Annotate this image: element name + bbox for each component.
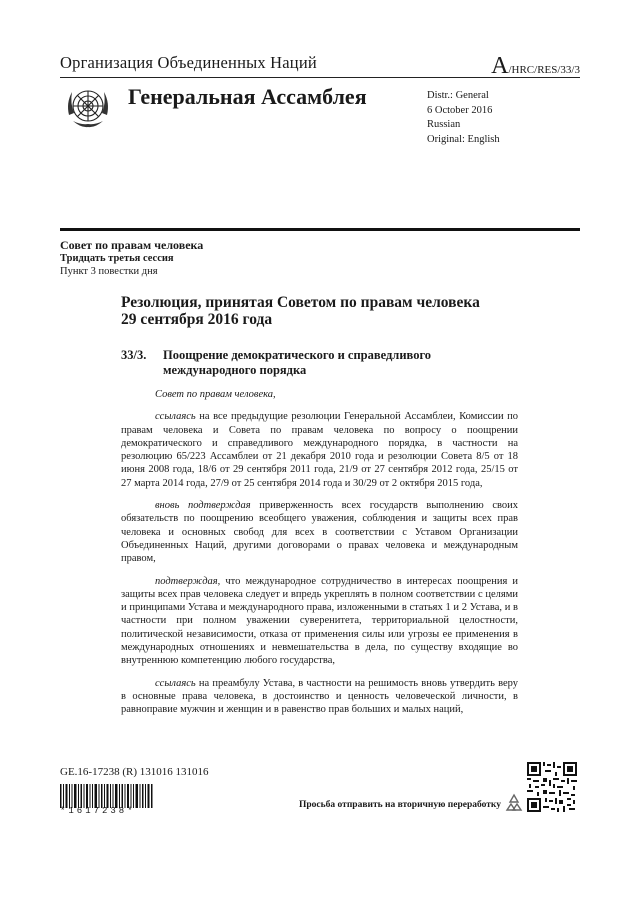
document-title (121, 294, 480, 328)
distribution-block (427, 89, 500, 147)
header-rule (60, 77, 580, 78)
barcode-icon (60, 784, 153, 808)
preamble-paragraph (121, 499, 518, 565)
recycle-note: Просьба отправить на вторичную переработку (299, 800, 501, 810)
preamble-paragraph (121, 410, 518, 490)
session-name: Тридцать третья сессия (60, 253, 174, 264)
symbol-code: /HRC/RES/33/3 (508, 64, 580, 76)
paragraph-lead: вновь подтверждая (155, 500, 251, 512)
resolution-title (163, 348, 431, 378)
resolution-body (121, 388, 518, 726)
resolution-number: 33/3. (121, 348, 147, 362)
paragraph-text: на преамбулу Устава, в частности на решимость вновь утвердить веру в основные права человека, в достоинство и ценность человеческой личности, в равноправие мужчин и женщин и в равенство прав больших и малых наций, (121, 677, 518, 716)
barcode-number: *1617238* (60, 806, 136, 816)
distribution-line: Distr.: General (427, 90, 489, 101)
paragraph-lead: подтверждая, (155, 575, 221, 587)
un-emblem-icon (63, 81, 113, 131)
paragraph-text: что международное сотрудничество в интересах поощрения и защиты всех прав человека следует и впредь укреплять в полном соответствии с целями и принципами Устава и международного права, изложенными в статьях 1 и 2 Устава, и в частности при полном уважении суверенитета, территориальной целостности, политической независимости, отказа от применения силы или угрозы ее применения в международных отношениях и невмешательства в дела, по существу входящие во внутреннюю компетенцию любого государства, (121, 575, 518, 667)
document-code: GE.16-17238 (R) 131016 131016 (60, 766, 209, 778)
paragraph-lead: ссылаясь (155, 411, 196, 423)
paragraph-lead: ссылаясь (155, 677, 196, 689)
intro-text: Совет по правам человека, (155, 389, 276, 400)
document-symbol (60, 53, 580, 80)
paragraph-text: на все предыдущие резолюции Генеральной Ассамблеи, Комиссии по правам человека и Совета по правам человека по вопросу о поощрении демократического и справедливого международного порядка, в частности на резолюцию 65/223 Ассамблеи от 21 декабря 2010 года и резолюции Совета 8/5 от 18 июня 2008 года, 18/6 от 29 сентября 2011 года, 21/9 от 27 сентября 2012 года, 25/15 от 27 марта 2014 года, 27/9 от 25 сентября 2014 года и 30/29 от 2 октября 2015 года, (121, 411, 518, 489)
document-language: Russian (427, 119, 461, 130)
council-name: Совет по правам человека (60, 238, 204, 252)
paragraph-text: приверженность всех государств выполнению своих обязательств по поощрению всеобщего уважения, соблюдения и защиты всех прав человека и основных свобод для всех в соответствии с Уставом Организации Объединенных Наций, другими договорами о правах человека и международным правом, (121, 500, 519, 565)
original-language: Original: English (427, 133, 500, 145)
title-line: Резолюция, принятая Советом по правам человека (121, 294, 480, 311)
document-date: 6 October 2016 (427, 104, 493, 116)
assembly-title: Генеральная Ассамблея (128, 84, 367, 109)
qr-code-icon (527, 762, 577, 812)
resolution-title-line: Поощрение демократического и справедливого (163, 348, 432, 362)
preamble-paragraph (121, 677, 518, 717)
preamble-paragraph (121, 575, 518, 668)
agenda-item: Пункт 3 повестки дня (60, 266, 158, 277)
recycle-icon (504, 793, 524, 813)
intro-paragraph (121, 388, 518, 401)
symbol-letter: A (491, 53, 509, 79)
header-thick-rule (60, 228, 580, 231)
organization-name: Организация Объединенных Наций (60, 53, 317, 72)
title-date: 29 сентября 2016 года (121, 311, 273, 328)
resolution-title-line: международного порядка (163, 363, 307, 377)
